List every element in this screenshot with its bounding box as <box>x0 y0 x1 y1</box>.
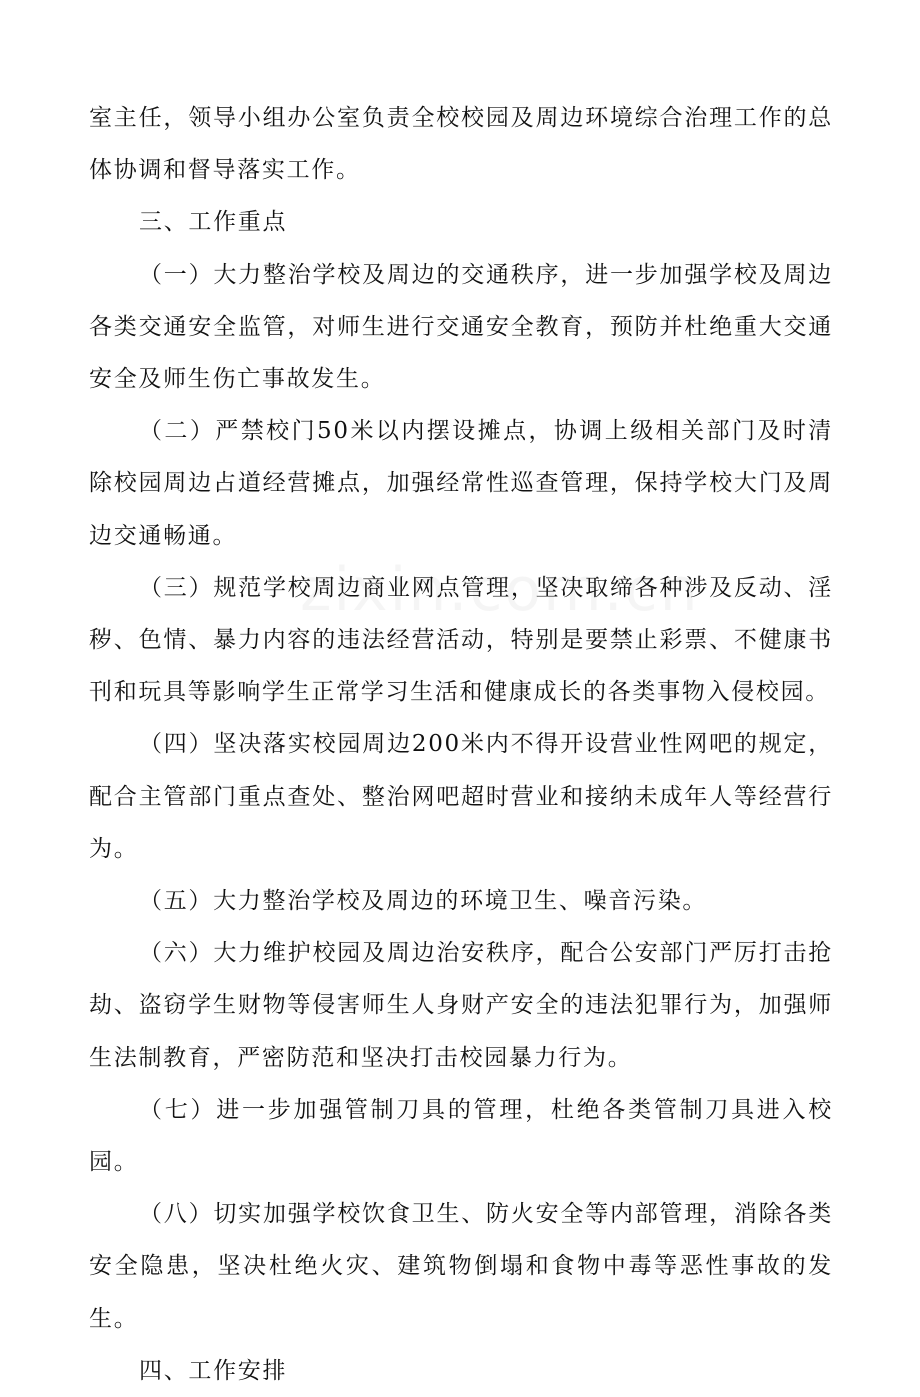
paragraph-item-4: （四）坚决落实校园周边200米内不得开设营业性网吧的规定，配合主管部门重点查处、整治网吧超时营业和接纳未成年人等经营行为。 <box>89 731 833 862</box>
paragraph-item-7: （七）进一步加强管制刀具的管理，杜绝各类管制刀具进入校园。 <box>89 1096 833 1176</box>
paragraph-item-2: （二）严禁校门50米以内摆设摊点，协调上级相关部门及时清除校园周边占道经营摊点，加强经常性巡查管理，保持学校大门及周边交通畅通。 <box>89 418 833 549</box>
paragraph-continuation: 室主任，领导小组办公室负责全校校园及周边环境综合治理工作的总体协调和督导落实工作。 <box>89 105 833 184</box>
section-heading-work-focus: 三、工作重点 <box>139 209 288 236</box>
section-heading-work-arrangement: 四、工作安排 <box>139 1357 288 1384</box>
paragraph-item-5: （五）大力整治学校及周边的环境卫生、噪音污染。 <box>139 888 708 915</box>
paragraph-item-1: （一）大力整治学校及周边的交通秩序，进一步加强学校及周边各类交通安全监管，对师生进行交通安全教育，预防并杜绝重大交通安全及师生伤亡事故发生。 <box>89 261 833 393</box>
document-body <box>89 92 833 1397</box>
paragraph-item-3: （三）规范学校周边商业网点管理，坚决取缔各种涉及反动、淫秽、色情、暴力内容的违法经营活动，特别是要禁止彩票、不健康书刊和玩具等影响学生正常学习生活和健康成长的各类事物入侵校园。 <box>89 574 833 706</box>
paragraph-item-8: （八）切实加强学校饮食卫生、防火安全等内部管理，消除各类安全隐患，坚决杜绝火灾、建筑物倒塌和食物中毒等恶性事故的发生。 <box>89 1201 833 1332</box>
paragraph-item-6: （六）大力维护校园及周边治安秩序，配合公安部门严厉打击抢劫、盗窃学生财物等侵害师生人身财产安全的违法犯罪行为，加强师生法制教育，严密防范和坚决打击校园暴力行为。 <box>89 940 833 1071</box>
